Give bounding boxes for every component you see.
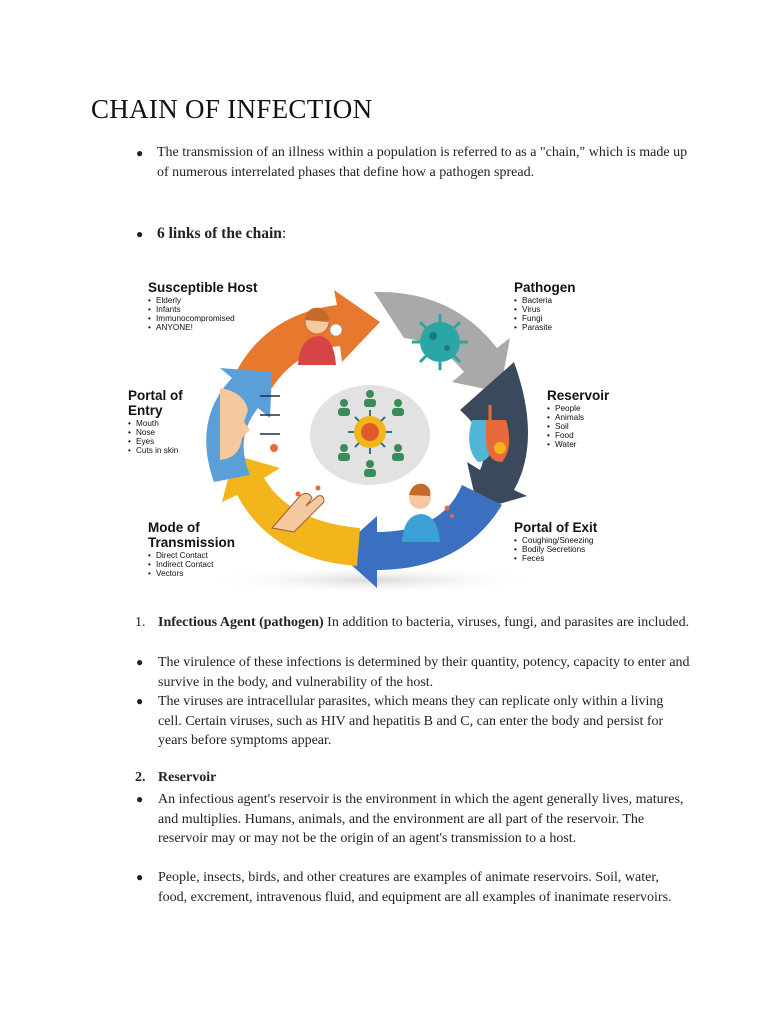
list-item bbox=[130, 692, 690, 751]
pathogen-virus-icon bbox=[412, 314, 468, 370]
portal-of-exit-title: Portal of Exit bbox=[514, 520, 598, 535]
list-item: • Immunocompromised bbox=[148, 314, 268, 323]
list-item: • Coughing/Sneezing bbox=[514, 536, 639, 545]
bullet-text: An infectious agent's reservoir is the environment in which the agent generally lives, matures, and multiplies. Humans, animals, and the environment are all part of the reservoir. The reservoir may or may not be the origin of an agent's transmission to a host. bbox=[158, 792, 684, 847]
bullet-marker: ● bbox=[136, 655, 144, 669]
bullet-text: The viruses are intracellular parasites, which means they can replicate only within a living cell. Certain viruses, such as HIV and hepatitis B and C, can enter the body and persist for years before symptoms appear. bbox=[158, 694, 664, 749]
bullet-marker: ● bbox=[136, 227, 144, 241]
section-reservoir bbox=[130, 768, 690, 788]
section-number: 1. bbox=[135, 615, 146, 630]
list-item: • Bodily Secretions bbox=[514, 545, 639, 554]
list-item: • Cuts in skin bbox=[128, 446, 203, 455]
list-item: • Indirect Contact bbox=[148, 560, 268, 569]
list-item: • Nose bbox=[128, 428, 203, 437]
bullet-marker: ● bbox=[136, 146, 144, 160]
pathogen-title: Pathogen bbox=[514, 280, 576, 295]
list-item: • Parasite bbox=[514, 323, 614, 332]
mode-of-transmission-title: Mode of Transmission bbox=[148, 520, 236, 550]
links-heading-bullet bbox=[130, 224, 690, 244]
list-item: • Mouth bbox=[128, 419, 203, 428]
portal-of-entry-title: Portal of Entry bbox=[128, 388, 183, 418]
intro-text: The transmission of an illness within a population is referred to as a "chain," which is made up of numerous interrelated phases that define how a pathogen spread. bbox=[157, 145, 688, 180]
list-item: • Elderly bbox=[148, 296, 268, 305]
pathogen-list bbox=[514, 296, 614, 332]
susceptible-host-label bbox=[148, 280, 268, 332]
portal-of-entry-label bbox=[128, 388, 203, 455]
list-item: • Virus bbox=[514, 305, 614, 314]
list-item: • Feces bbox=[514, 554, 639, 563]
bullet-marker: ● bbox=[136, 870, 144, 884]
reservoir-list bbox=[547, 404, 642, 449]
list-item: • Infants bbox=[148, 305, 268, 314]
list-item: • People bbox=[547, 404, 642, 413]
list-item bbox=[130, 790, 690, 849]
list-item: • Water bbox=[547, 440, 642, 449]
bullet-marker: ● bbox=[136, 694, 144, 708]
bullet-marker: ● bbox=[136, 792, 144, 806]
section-infectious-agent bbox=[130, 613, 690, 633]
susceptible-host-list bbox=[148, 296, 268, 332]
list-item: • Animals bbox=[547, 413, 642, 422]
bullet-text: People, insects, birds, and other creatures are examples of animate reservoirs. Soil, water, food, excrement, intravenous fluid, and equipment are all examples of inanimate reservoirs. bbox=[158, 870, 672, 905]
list-item: • ANYONE! bbox=[148, 323, 268, 332]
list-item: • Eyes bbox=[128, 437, 203, 446]
bullet-text: The virulence of these infections is determined by their quantity, potency, capacity to enter and survive in the body, and vulnerability of the host. bbox=[158, 655, 690, 690]
list-item: • Soil bbox=[547, 422, 642, 431]
links-heading: 6 links of the chain bbox=[157, 225, 282, 242]
list-item: • Direct Contact bbox=[148, 551, 268, 560]
section-number: 2. bbox=[135, 770, 146, 785]
list-item: • Food bbox=[547, 431, 642, 440]
susceptible-host-title: Susceptible Host bbox=[148, 280, 258, 295]
reservoir-title: Reservoir bbox=[547, 388, 610, 403]
pathogen-label bbox=[514, 280, 614, 332]
list-item: • Bacteria bbox=[514, 296, 614, 305]
list-item: • Vectors bbox=[148, 569, 268, 578]
links-heading-colon: : bbox=[281, 225, 287, 242]
section-heading: Reservoir bbox=[158, 770, 217, 785]
intro-bullet bbox=[130, 143, 690, 183]
mode-of-transmission-list bbox=[148, 551, 268, 578]
list-item bbox=[130, 653, 690, 692]
mode-of-transmission-label bbox=[148, 520, 268, 578]
list-item bbox=[130, 868, 690, 907]
reservoir-label bbox=[547, 388, 642, 449]
page-title: CHAIN OF INFECTION bbox=[91, 94, 373, 124]
section-lead-text: In addition to bacteria, viruses, fungi, and parasites are included. bbox=[323, 615, 690, 630]
portal-of-exit-label bbox=[514, 520, 639, 563]
section-heading: Infectious Agent (pathogen) bbox=[158, 615, 324, 630]
chain-of-infection-diagram bbox=[122, 270, 642, 600]
portal-of-entry-list bbox=[128, 419, 203, 455]
list-item: • Fungi bbox=[514, 314, 614, 323]
portal-of-exit-list bbox=[514, 536, 639, 563]
